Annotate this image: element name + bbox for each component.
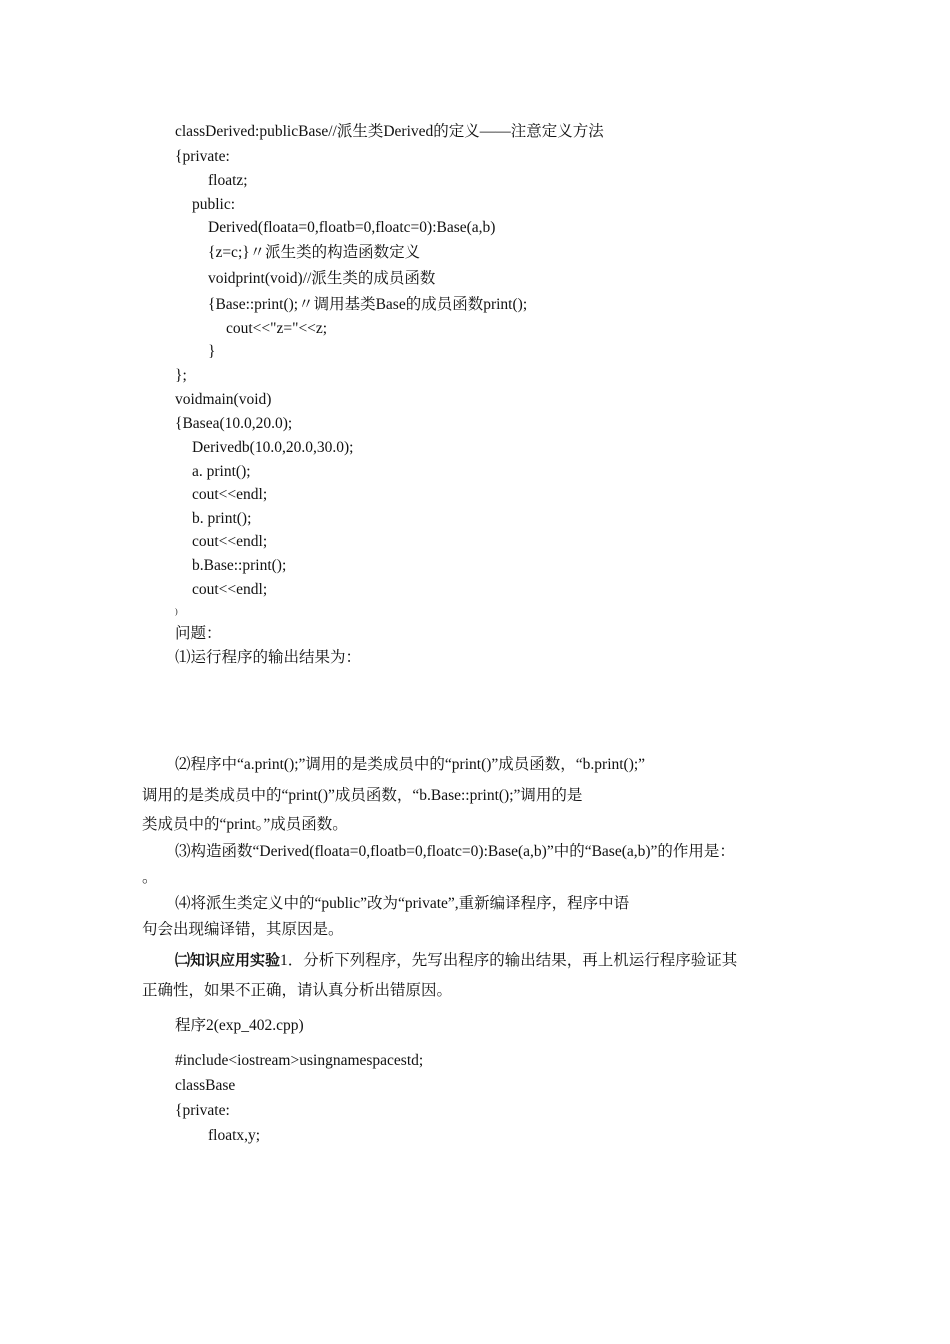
code-line: Derived(floata=0,floatb=0,floatc=0):Base(a,b)	[208, 219, 496, 236]
code-line: classDerived:publicBase//派生类Derived的定义——注意定义方法	[175, 123, 604, 140]
code-line: Derivedb(10.0,20.0,30.0);	[192, 439, 354, 456]
code-line: a. print();	[192, 463, 251, 480]
code-line: }	[208, 343, 216, 360]
code-line: };	[175, 367, 187, 384]
question-2-line: 类成员中的“print。”成员函数。	[142, 816, 348, 833]
question-4-line: ⑷将派生类定义中的“public”改为“private”,重新编译程序，程序中语	[175, 895, 630, 912]
code-line: public:	[192, 196, 236, 213]
section-label: ㈡知识应用实验	[175, 951, 281, 969]
code-line: {Base::print();〃调用基类Base的成员函数print();	[208, 296, 528, 313]
question-4-line: 句会出现编译错，其原因是。	[142, 921, 344, 938]
code-line: cout<<"z="<<z;	[226, 320, 328, 337]
code-line: {z=c;}〃派生类的构造函数定义	[208, 244, 421, 261]
code-line: voidprint(void)//派生类的成员函数	[208, 270, 436, 287]
code-line: {private:	[175, 1102, 230, 1119]
question-1: ⑴运行程序的输出结果为：	[175, 649, 362, 666]
code-line: )	[175, 607, 178, 616]
questions-heading: 问题：	[175, 625, 222, 642]
code-line: cout<<endl;	[192, 486, 268, 503]
code-line: voidmain(void)	[175, 391, 272, 408]
question-3-line: 。	[142, 869, 158, 886]
code-line: #include<iostream>usingnamespacestd;	[175, 1052, 424, 1069]
section-text: 1．分析下列程序，先写出程序的输出结果，再上机运行程序验证其	[280, 952, 738, 969]
section-line: 正确性，如果不正确，请认真分析出错原因。	[142, 982, 453, 999]
code-line: floatz;	[208, 172, 248, 189]
question-2-line: 调用的是类成员中的“print()”成员函数，“b.Base::print();”调用的是	[142, 787, 583, 804]
question-3-line: ⑶构造函数“Derived(floata=0,floatb=0,floatc=0):Base(a,b)”中的“Base(a,b)”的作用是：	[175, 843, 735, 860]
code-line: cout<<endl;	[192, 581, 268, 598]
code-line: floatx,y;	[208, 1127, 261, 1144]
code-line: cout<<endl;	[192, 533, 268, 550]
code-line: classBase	[175, 1077, 236, 1094]
code-line: b. print();	[192, 510, 252, 527]
section-line	[175, 950, 737, 971]
code-line: b.Base::print();	[192, 557, 287, 574]
question-2-line: ⑵程序中“a.print();”调用的是类成员中的“print()”成员函数，“b.print();”	[175, 756, 646, 773]
code-line: {Basea(10.0,20.0);	[175, 415, 293, 432]
code-line: {private:	[175, 148, 230, 165]
program-title: 程序2(exp_402.cpp)	[175, 1017, 304, 1034]
